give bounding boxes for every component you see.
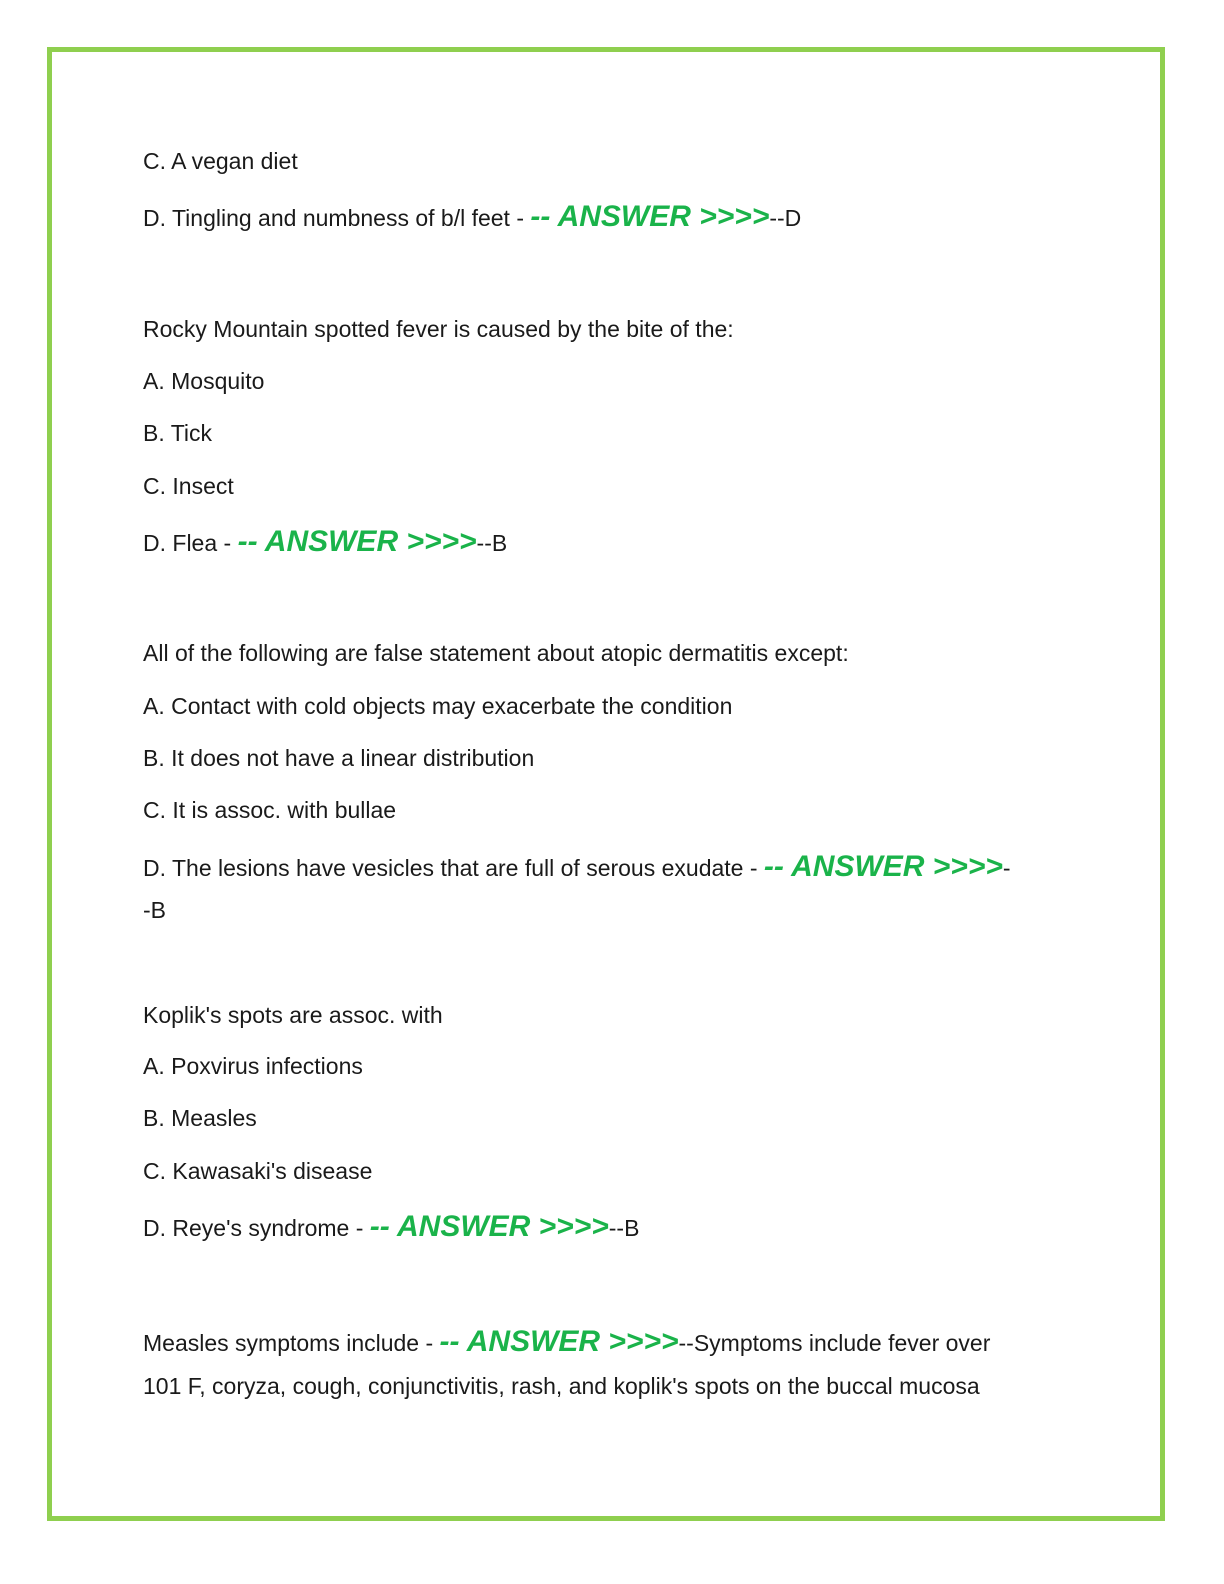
line-text: C. Kawasaki's disease <box>143 1158 373 1184</box>
option-line <box>143 419 212 447</box>
line-text: D. Flea - <box>143 530 238 556</box>
line-text: Measles symptoms include - <box>143 1330 440 1356</box>
line-text: A. Poxvirus infections <box>143 1053 363 1079</box>
question-text <box>143 639 849 667</box>
option-line <box>143 850 1011 883</box>
line-text: D. Tingling and numbness of b/l feet - <box>143 205 531 231</box>
answer-marker: -- ANSWER >>>> <box>439 1325 679 1358</box>
line-text: A. Contact with cold objects may exacerbate the condition <box>143 693 733 719</box>
answer-value: - <box>1002 855 1011 881</box>
line-text: C. It is assoc. with bullae <box>143 797 397 823</box>
page-border <box>47 47 1165 1521</box>
line-text: B. Measles <box>143 1105 257 1131</box>
option-line <box>143 1210 640 1243</box>
question-text <box>143 1325 991 1358</box>
line-text: D. The lesions have vesicles that are full of serous exudate - <box>143 855 764 881</box>
answer-marker: -- ANSWER >>>> <box>369 1210 609 1243</box>
answer-marker: -- ANSWER >>>> <box>763 850 1003 883</box>
option-line <box>143 1052 363 1080</box>
line-text: A. Mosquito <box>143 368 265 394</box>
line-text: -B <box>143 897 166 923</box>
text-line <box>143 896 166 924</box>
option-line <box>143 1157 372 1185</box>
option-line <box>143 525 508 558</box>
option-line <box>143 796 396 824</box>
option-line <box>143 1104 257 1132</box>
question-text <box>143 315 734 343</box>
option-line <box>143 367 264 395</box>
answer-value: --D <box>769 205 802 231</box>
line-text: Koplik's spots are assoc. with <box>143 1002 443 1028</box>
option-line <box>143 744 534 772</box>
answer-marker: -- ANSWER >>>> <box>530 200 770 233</box>
line-text: B. It does not have a linear distribution <box>143 745 535 771</box>
line-text: 101 F, coryza, cough, conjunctivitis, rash, and koplik's spots on the buccal mucosa <box>143 1373 980 1399</box>
text-line <box>143 1372 980 1400</box>
line-text: D. Reye's syndrome - <box>143 1215 370 1241</box>
text-line <box>143 147 298 175</box>
line-text: C. A vegan diet <box>143 148 298 174</box>
option-line <box>143 472 234 500</box>
answer-value: --B <box>476 530 508 556</box>
option-line <box>143 692 732 720</box>
line-text: All of the following are false statement about atopic dermatitis except: <box>143 640 849 666</box>
line-text: Rocky Mountain spotted fever is caused by the bite of the: <box>143 316 734 342</box>
text-line <box>143 200 802 233</box>
line-text: B. Tick <box>143 420 213 446</box>
answer-value: --B <box>608 1215 640 1241</box>
answer-marker: -- ANSWER >>>> <box>237 525 477 558</box>
question-text <box>143 1001 443 1029</box>
answer-value: --Symptoms include fever over <box>678 1330 991 1356</box>
line-text: C. Insect <box>143 473 234 499</box>
